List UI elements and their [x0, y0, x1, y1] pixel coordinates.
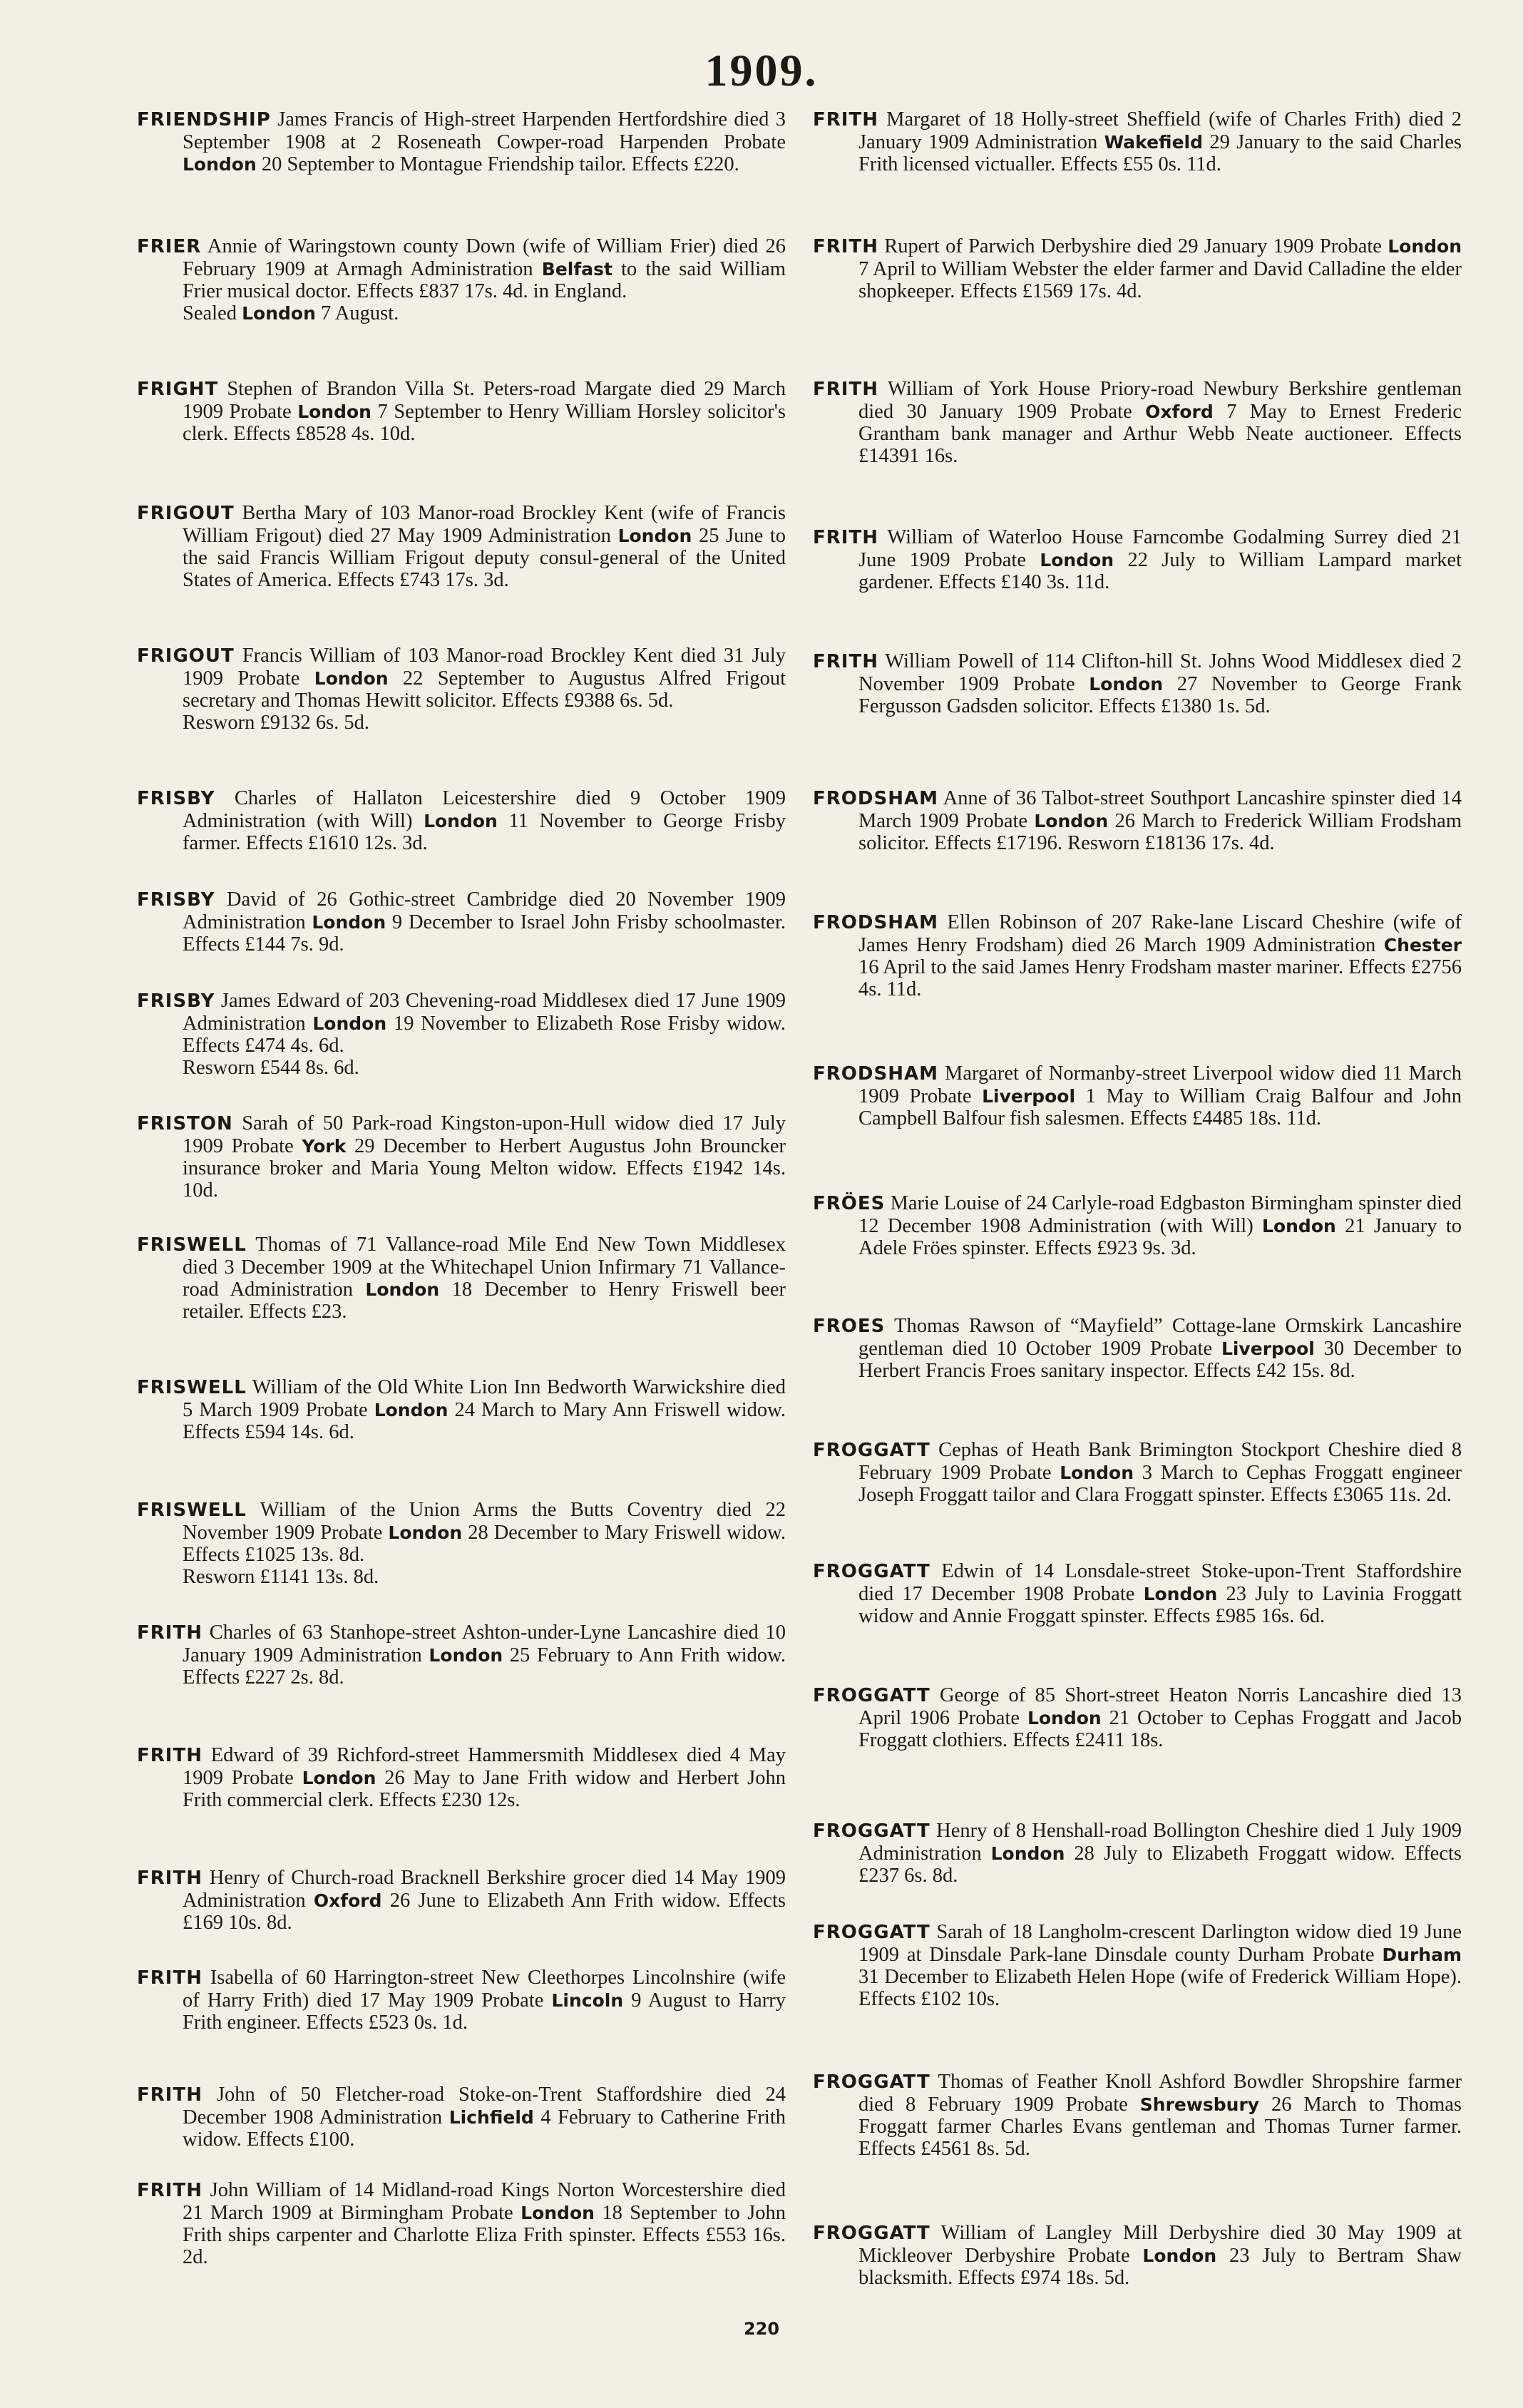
entry-registry: Lichfield: [448, 2107, 534, 2128]
entry-details: Annie of Waringstown county Down (wife of William Frier) died 26 February 1909 at Armagh Administration: [183, 235, 786, 280]
probate-entry: [137, 990, 786, 1079]
entry-grant-details: 19 November to Elizabeth Rose Frisby widow. Effects £474 4s. 6d.: [183, 1013, 786, 1057]
entry-text: [813, 2071, 1462, 2160]
entry-details: Isabella of 60 Harrington-street New Cleethorpes Lincolnshire (wife of Harry Frith) died 17 May 1909 Probate: [183, 1967, 786, 2012]
entry-grant-details: 7 April to William Webster the elder farmer and David Calladine the elder shopkeeper. Effects £1569 17s. 4d.: [858, 258, 1462, 302]
entry-grant-details: 7 May to Ernest Frederic Grantham bank manager and Arthur Webb Neate auctioneer. Effects £14391 16s.: [858, 401, 1462, 467]
entry-registry: London: [312, 1013, 387, 1034]
entry-surname: FRIGOUT: [137, 503, 235, 524]
entry-registry: London: [1142, 2245, 1217, 2266]
entry-details: Cephas of Heath Bank Brimington Stockport Cheshire died 8 February 1909 Probate: [858, 1439, 1462, 1484]
entry-additional-note: [137, 1566, 786, 1588]
entry-details: Henry of Church-road Bracknell Berkshire grocer died 14 May 1909 Administration: [183, 1867, 786, 1912]
entry-additional-note: [137, 302, 786, 324]
entry-details: William of the Union Arms the Butts Coventry died 22 November 1909 Probate: [183, 1499, 786, 1544]
probate-entry: [137, 502, 786, 591]
entry-registry: London: [424, 811, 498, 831]
entry-text: [137, 888, 786, 955]
entry-additional-note: [137, 1057, 786, 1079]
entry-details: William of Langley Mill Derbyshire died 30 May 1909 at Mickleover Derbyshire Probate: [858, 2222, 1462, 2267]
entry-details: John of 50 Fletcher-road Stoke-on-Trent Staffordshire died 24 December 1908 Administration: [183, 2084, 786, 2128]
entry-registry: London: [1034, 811, 1109, 831]
entry-grant-details: 21 January to Adele Fröes spinster. Effects £923 9s. 3d.: [858, 1215, 1462, 1259]
entry-registry: London: [314, 668, 389, 689]
entry-registry: Wakefield: [1104, 132, 1204, 153]
entry-details: William of Waterloo House Farncombe Godalming Surrey died 21 June 1909 Probate: [858, 526, 1462, 571]
entry-grant-details: 26 March to Thomas Froggatt farmer Charles Evans gentleman and Thomas Turner farmer. Effects £4561 8s. 5d.: [858, 2094, 1462, 2160]
entry-text: [813, 1315, 1462, 1382]
probate-entry: [137, 2084, 786, 2151]
entry-text: [137, 108, 786, 175]
entry-text: [813, 650, 1462, 717]
probate-entry: [813, 1062, 1462, 1129]
entry-details: Anne of 36 Talbot-street Southport Lancashire spinster died 14 March 1909 Probate: [858, 787, 1462, 832]
entry-grant-details: 27 November to George Frank Fergusson Gadsden solicitor. Effects £1380 1s. 5d.: [858, 673, 1462, 717]
probate-entry: [137, 1867, 786, 1934]
entry-surname: FROES: [813, 1316, 886, 1337]
probate-entry: [813, 1820, 1462, 1887]
entry-text: [813, 911, 1462, 1000]
probate-entry: [137, 108, 786, 175]
entry-details: Thomas of 71 Vallance-road Mile End New Town Middlesex died 3 December 1909 at the Whitechapel Union Infirmary 71 Vallance-road Administration: [183, 1234, 786, 1301]
entry-grant-details: 20 September to Montague Friendship tailor. Effects £220.: [261, 153, 739, 175]
entry-surname: FRISWELL: [137, 1234, 247, 1256]
entry-text: [813, 526, 1462, 593]
entry-registry: Shrewsbury: [1139, 2094, 1260, 2115]
entry-details: Francis William of 103 Manor-road Brockley Kent died 31 July 1909 Probate: [183, 645, 786, 690]
entry-grant-details: 16 April to the said James Henry Frodsham master mariner. Effects £2756 4s. 11d.: [858, 956, 1462, 1000]
entry-surname: FRITH: [137, 1622, 202, 1644]
entry-registry: York: [302, 1136, 347, 1157]
entry-note-text: Resworn £544 8s. 6d.: [183, 1057, 359, 1079]
probate-entry: [813, 378, 1462, 467]
entry-registry: London: [312, 912, 386, 933]
probate-entry: [137, 1744, 786, 1811]
entry-surname: FRITH: [813, 379, 878, 400]
entry-text: [137, 1744, 786, 1811]
page-number: 220: [743, 2319, 780, 2339]
entry-surname: FRISBY: [137, 788, 215, 809]
entry-surname: FROGGATT: [813, 1820, 930, 1842]
entry-grant-details: 18 December to Henry Friswell beer retailer. Effects £23.: [183, 1279, 786, 1323]
probate-entry: [813, 1192, 1462, 1259]
entry-text: [813, 378, 1462, 467]
entry-surname: FRIENDSHIP: [137, 109, 271, 130]
entry-grant-details: to the said William Frier musical doctor. Effects £837 17s. 4d. in England.: [183, 258, 786, 302]
probate-entry: [813, 650, 1462, 717]
probate-entry: [137, 235, 786, 324]
entry-text: [813, 1921, 1462, 2010]
entry-registry: London: [429, 1645, 503, 1666]
entry-details: Charles of Hallaton Leicestershire died 9 October 1909 Administration (with Will): [183, 787, 786, 832]
entry-text: [137, 235, 786, 302]
entry-text: [137, 2179, 786, 2268]
entry-surname: FRITH: [137, 1868, 202, 1889]
entry-note-text: Resworn £9132 6s. 5d.: [183, 712, 370, 734]
probate-entry: [137, 1621, 786, 1689]
entry-surname: FRODSHAM: [813, 1063, 938, 1085]
entry-details: Bertha Mary of 103 Manor-road Brockley Kent (wife of Francis William Frigout) died 27 May 1909 Administration: [183, 502, 786, 547]
entry-registry: London: [365, 1279, 440, 1300]
entry-registry: London: [388, 1522, 463, 1543]
entry-grant-details: 28 December to Mary Friswell widow. Effects £1025 13s. 8d.: [183, 1522, 786, 1566]
probate-entry: [813, 2071, 1462, 2160]
entry-text: [813, 787, 1462, 854]
entry-details: James Edward of 203 Chevening-road Middlesex died 17 June 1909 Administration: [183, 990, 786, 1035]
entry-grant-details: 26 June to Elizabeth Ann Frith widow. Effects £169 10s. 8d.: [183, 1890, 786, 1934]
entry-grant-details: 26 March to Frederick William Frodsham solicitor. Effects £17196. Resworn £18136 17s. 4d.: [858, 810, 1462, 854]
entry-grant-details: 29 January to the said Charles Frith licensed victualler. Effects £55 0s. 11d.: [858, 131, 1462, 175]
entry-registry: London: [1262, 1216, 1336, 1236]
probate-entry: [813, 911, 1462, 1000]
probate-entry: [813, 1439, 1462, 1506]
probate-entry: [813, 1921, 1462, 2010]
entry-surname: FRITH: [137, 2084, 202, 2106]
entry-text: [137, 1112, 786, 1202]
entry-text: [813, 1820, 1462, 1887]
entry-details: Margaret of Normanby-street Liverpool widow died 11 March 1909 Probate: [858, 1062, 1462, 1107]
entry-surname: FRITH: [813, 527, 878, 548]
entry-surname: FRIGHT: [137, 379, 219, 400]
entry-registry: Durham: [1382, 1945, 1462, 1965]
entry-details: William of the Old White Lion Inn Bedworth Warwickshire died 5 March 1909 Probate: [183, 1376, 786, 1421]
entry-registry: London: [1060, 1462, 1134, 1483]
entry-registry: London: [990, 1843, 1065, 1864]
entry-text: [137, 645, 786, 712]
probate-entry: [137, 1234, 786, 1323]
entry-grant-details: 21 October to Cephas Froggatt and Jacob Froggatt clothiers. Effects £2411 18s.: [858, 1707, 1462, 1751]
entry-surname: FRIER: [137, 236, 202, 257]
entry-text: [813, 1062, 1462, 1129]
entry-surname: FRITH: [137, 1967, 202, 1989]
entry-additional-note: [137, 712, 786, 734]
entry-surname: FRITH: [813, 109, 878, 130]
entry-grant-details: 1 May to William Craig Balfour and John Campbell Balfour fish salesmen. Effects £4485 18s. 11d.: [858, 1085, 1462, 1129]
entry-note-date: 7 August.: [321, 302, 399, 324]
entry-registry: London: [1388, 236, 1462, 257]
entry-text: [137, 1499, 786, 1566]
entry-surname: FRITH: [137, 1745, 202, 1766]
entry-surname: FRODSHAM: [813, 788, 938, 809]
entry-details: William Powell of 114 Clifton-hill St. Johns Wood Middlesex died 2 November 1909 Probate: [858, 650, 1462, 695]
entry-grant-details: 24 March to Mary Ann Friswell widow. Effects £594 14s. 6d.: [183, 1399, 786, 1443]
entry-grant-details: 28 July to Elizabeth Froggatt widow. Effects £237 6s. 8d.: [858, 1843, 1462, 1887]
entry-grant-details: 23 July to Lavinia Froggatt widow and Annie Froggatt spinster. Effects £985 16s. 6d.: [858, 1583, 1462, 1627]
entry-surname: FRISWELL: [137, 1377, 247, 1398]
entry-grant-details: 23 July to Bertram Shaw blacksmith. Effects £974 18s. 5d.: [858, 2245, 1462, 2289]
entry-text: [137, 1376, 786, 1443]
entry-details: Margaret of 18 Holly-street Sheffield (wife of Charles Frith) died 2 January 1909 Administration: [858, 108, 1462, 153]
probate-entry: [813, 1684, 1462, 1751]
probate-entry: [813, 526, 1462, 593]
probate-entry: [137, 1499, 786, 1588]
entry-details: George of 85 Short-street Heaton Norris Lancashire died 13 April 1906 Probate: [858, 1684, 1462, 1729]
entry-surname: FRISBY: [137, 889, 215, 911]
entry-text: [137, 502, 786, 591]
entry-registry: Chester: [1383, 935, 1462, 955]
entry-surname: FRITH: [813, 651, 878, 672]
entry-text: [813, 1439, 1462, 1506]
entry-registry: London: [1027, 1708, 1102, 1728]
entry-registry: London: [1143, 1584, 1218, 1604]
entry-grant-details: 25 February to Ann Frith widow. Effects £227 2s. 8d.: [183, 1644, 786, 1689]
entry-text: [813, 1192, 1462, 1259]
entry-details: Edwin of 14 Lonsdale-street Stoke-upon-Trent Staffordshire died 17 December 1908 Probate: [858, 1560, 1462, 1605]
entry-registry: London: [1089, 674, 1164, 695]
probate-entry: [813, 1315, 1462, 1382]
entry-surname: FRISWELL: [137, 1500, 247, 1521]
entry-text: [813, 1684, 1462, 1751]
entry-registry: Liverpool: [982, 1086, 1076, 1107]
entry-details: Edward of 39 Richford-street Hammersmith Middlesex died 4 May 1909 Probate: [183, 1744, 786, 1789]
entry-registry: Lincoln: [551, 1990, 624, 2011]
entry-details: David of 26 Gothic-street Cambridge died 20 November 1909 Administration: [183, 888, 786, 933]
entry-details: James Francis of High-street Harpenden Hertfordshire died 3 September 1908 at 2 Roseneath Cowper-road Harpenden Probate: [183, 108, 786, 153]
entry-surname: FROGGATT: [813, 1561, 930, 1582]
entry-registry: London: [1040, 550, 1114, 570]
entry-grant-details: 22 September to Augustus Alfred Frigout secretary and Thomas Hewitt solicitor. Effects £9388 6s. 5d.: [183, 667, 786, 712]
entry-registry: London: [297, 401, 371, 422]
entry-surname: FRÖES: [813, 1193, 886, 1214]
entry-note-registry: London: [242, 303, 316, 324]
probate-entry: [813, 108, 1462, 175]
entry-grant-details: 9 August to Harry Frith engineer. Effects £523 0s. 1d.: [183, 1989, 786, 2034]
entry-grant-details: 22 July to William Lampard market gardener. Effects £140 3s. 11d.: [858, 549, 1462, 593]
entry-text: [137, 1234, 786, 1323]
probate-entry: [137, 2179, 786, 2268]
entry-text: [137, 1867, 786, 1934]
entry-surname: FRITH: [813, 236, 878, 257]
entry-details: Thomas Rawson of “Mayfield” Cottage-lane Ormskirk Lancashire gentleman died 10 October 1909 Probate: [858, 1315, 1462, 1360]
probate-entry: [137, 645, 786, 734]
entry-registry: London: [617, 526, 692, 546]
probate-entry: [813, 787, 1462, 854]
entry-details: Sarah of 50 Park-road Kingston-upon-Hull widow died 17 July 1909 Probate: [183, 1112, 786, 1157]
probate-entry: [137, 1112, 786, 1202]
entry-details: Rupert of Parwich Derbyshire died 29 January 1909 Probate: [884, 235, 1382, 257]
entry-text: [137, 2084, 786, 2151]
entry-text: [137, 1621, 786, 1689]
entry-note-text: Resworn £1141 13s. 8d.: [183, 1566, 379, 1588]
probate-entry: [813, 235, 1462, 302]
entry-grant-details: 9 December to Israel John Frisby schoolmaster. Effects £144 7s. 9d.: [183, 911, 786, 955]
entry-text: [813, 235, 1462, 302]
entry-text: [813, 2222, 1462, 2289]
entry-registry: London: [374, 1400, 448, 1420]
entry-surname: FROGGATT: [813, 1922, 930, 1943]
entry-surname: FROGGATT: [813, 1685, 930, 1706]
entry-grant-details: 26 May to Jane Frith widow and Herbert John Frith commercial clerk. Effects £230 12s.: [183, 1767, 786, 1811]
entry-text: [813, 108, 1462, 175]
entry-surname: FRITH: [137, 2180, 202, 2201]
entry-grant-details: 11 November to George Frisby farmer. Effects £1610 12s. 3d.: [183, 810, 786, 854]
entry-details: Sarah of 18 Langholm-crescent Darlington widow died 19 June 1909 at Dinsdale Park-lane Dinsdale county Durham Probate: [858, 1921, 1462, 1966]
entry-text: [137, 787, 786, 854]
entry-grant-details: 18 September to John Frith ships carpenter and Charlotte Eliza Frith spinster. Effects £553 16s. 2d.: [183, 2202, 786, 2268]
entry-grant-details: 25 June to the said Francis William Frigout deputy consul-general of the United States of America. Effects £743 17s. 3d.: [183, 525, 786, 591]
entry-note-text: Sealed: [183, 302, 237, 324]
entry-surname: FRISBY: [137, 990, 215, 1012]
probate-entry: [137, 888, 786, 955]
probate-entry: [137, 378, 786, 445]
entry-registry: Liverpool: [1221, 1338, 1315, 1359]
entry-grant-details: 4 February to Catherine Frith widow. Effects £100.: [183, 2106, 786, 2151]
entry-text: [137, 990, 786, 1057]
entry-grant-details: 31 December to Elizabeth Helen Hope (wife of Frederick William Hope). Effects £102 10s.: [858, 1966, 1462, 2010]
entry-text: [137, 1967, 786, 2034]
entry-surname: FRISTON: [137, 1113, 233, 1134]
entry-details: Henry of 8 Henshall-road Bollington Cheshire died 1 July 1909 Administration: [858, 1820, 1462, 1865]
entry-grant-details: 7 September to Henry William Horsley solicitor's clerk. Effects £8528 4s. 10d.: [183, 401, 786, 445]
entry-grant-details: 30 December to Herbert Francis Froes sanitary inspector. Effects £42 15s. 8d.: [858, 1338, 1462, 1382]
entry-details: John William of 14 Midland-road Kings Norton Worcestershire died 21 March 1909 at Birmingham Probate: [183, 2179, 786, 2224]
entry-grant-details: 29 December to Herbert Augustus John Brouncker insurance broker and Maria Young Melton widow. Effects £1942 14s. 10d.: [183, 1135, 786, 1202]
probate-entry: [137, 1967, 786, 2034]
entry-registry: London: [521, 2203, 595, 2223]
probate-entry: [137, 787, 786, 854]
entry-text: [813, 1560, 1462, 1627]
entry-surname: FRIGOUT: [137, 645, 235, 667]
entry-surname: FROGGATT: [813, 2071, 930, 2093]
entry-details: Charles of 63 Stanhope-street Ashton-under-Lyne Lancashire died 10 January 1909 Administration: [183, 1621, 786, 1666]
probate-entry: [813, 2222, 1462, 2289]
probate-entry: [813, 1560, 1462, 1627]
probate-entry: [137, 1376, 786, 1443]
entry-details: Stephen of Brandon Villa St. Peters-road Margate died 29 March 1909 Probate: [183, 378, 786, 423]
entry-text: [137, 378, 786, 445]
entry-registry: Oxford: [1145, 401, 1214, 422]
entry-details: Marie Louise of 24 Carlyle-road Edgbaston Birmingham spinster died 12 December 1908 Administration (with Will): [858, 1192, 1462, 1237]
entry-registry: Oxford: [313, 1890, 382, 1911]
entry-surname: FROGGATT: [813, 2223, 930, 2244]
page-year-heading: 1909.: [704, 45, 819, 96]
entry-grant-details: 3 March to Cephas Froggatt engineer Joseph Froggatt tailor and Clara Froggatt spinster. Effects £3065 11s. 2d.: [858, 1462, 1462, 1506]
entry-details: Thomas of Feather Knoll Ashford Bowdler Shropshire farmer died 8 February 1909 Probate: [858, 2071, 1462, 2116]
entry-registry: Belfast: [541, 259, 612, 280]
entry-details: Ellen Robinson of 207 Rake-lane Liscard Cheshire (wife of James Henry Frodsham) died 26 March 1909 Administration: [858, 911, 1462, 956]
entry-registry: London: [302, 1768, 376, 1788]
entry-registry: London: [183, 154, 257, 175]
entry-surname: FRODSHAM: [813, 912, 938, 933]
entry-surname: FROGGATT: [813, 1440, 930, 1461]
entry-details: William of York House Priory-road Newbury Berkshire gentleman died 30 January 1909 Probate: [858, 378, 1462, 423]
